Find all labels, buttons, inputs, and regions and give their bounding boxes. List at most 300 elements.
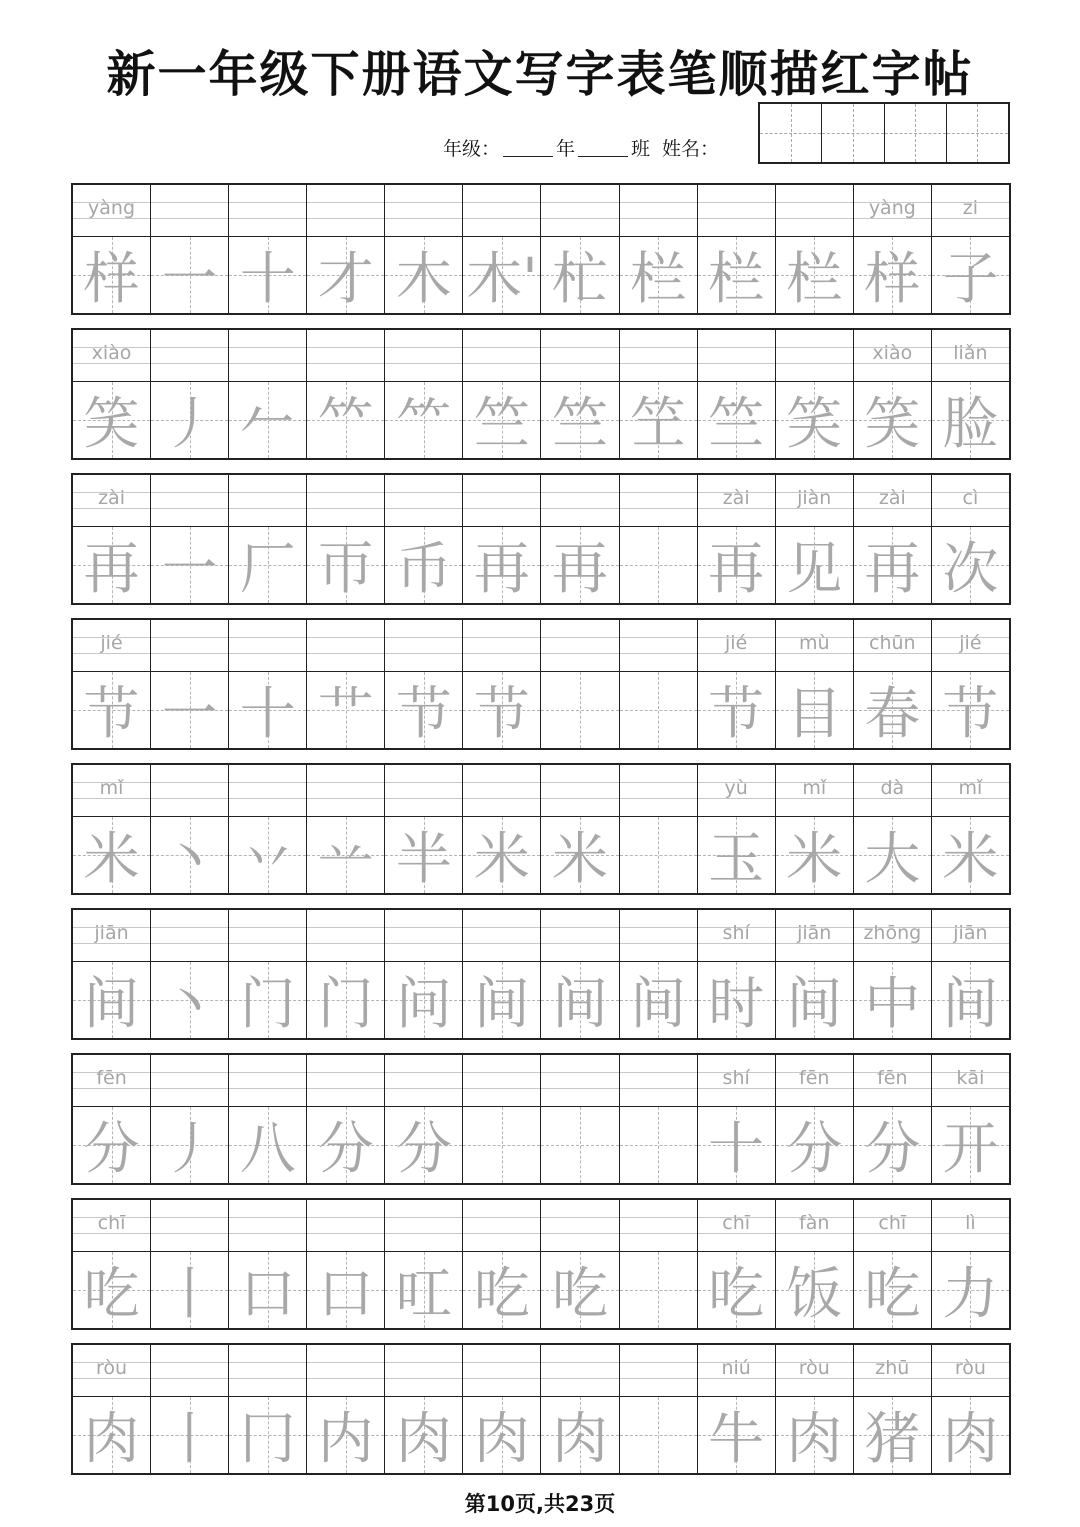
pinyin-box[interactable] [854,910,931,962]
tian-zi-grid[interactable] [385,527,462,603]
practice-cell [228,1055,306,1183]
tian-zi-grid[interactable] [151,237,228,313]
tian-zi-grid[interactable] [854,962,931,1038]
grade-label: 年级： [443,137,501,160]
pinyin-box[interactable] [463,620,540,672]
tian-zi-grid[interactable] [229,237,306,313]
practice-cell [540,1345,618,1473]
trace-character: 米 [786,827,843,892]
tian-zi-grid[interactable] [385,672,462,748]
tian-zi-grid[interactable] [73,817,150,893]
tian-zi-grid[interactable] [541,1107,618,1183]
trace-character: 间 [786,972,843,1037]
pinyin-text: zhū [875,1357,910,1379]
pinyin-box[interactable] [698,330,775,382]
pinyin-box[interactable] [541,475,618,527]
practice-cell [931,910,1009,1038]
tian-zi-grid[interactable] [229,1252,306,1328]
practice-row [71,1053,1011,1185]
pinyin-box[interactable] [229,475,306,527]
pinyin-box[interactable] [307,765,384,817]
practice-cell [228,330,306,458]
pinyin-box[interactable] [73,1055,150,1107]
trace-character: 子 [942,247,999,312]
practice-cell [619,1200,697,1328]
pinyin-box[interactable] [229,1200,306,1252]
practice-row [71,763,1011,895]
pinyin-text: dà [880,777,905,799]
tian-zi-grid[interactable] [698,817,775,893]
tian-zi-grid[interactable] [73,382,150,458]
pinyin-text: ròu [798,1357,830,1379]
pinyin-box[interactable] [151,1345,228,1397]
practice-cell [853,1055,931,1183]
pinyin-box[interactable] [385,620,462,672]
tian-zi-grid[interactable] [776,1252,853,1328]
pinyin-box[interactable] [151,910,228,962]
pinyin-text: xiào [91,342,132,364]
pinyin-box[interactable] [854,1055,931,1107]
tian-zi-grid[interactable] [229,672,306,748]
pinyin-box[interactable] [385,330,462,382]
pinyin-box[interactable] [620,620,697,672]
pinyin-box[interactable] [73,620,150,672]
pinyin-box[interactable] [385,1345,462,1397]
pinyin-box[interactable] [932,620,1009,672]
trace-character: 肉 [552,1407,608,1472]
practice-cell [931,475,1009,603]
tian-zi-grid[interactable] [776,527,853,603]
name-box[interactable] [946,104,1008,162]
pinyin-box[interactable] [73,475,150,527]
pinyin-box[interactable] [620,765,697,817]
tian-zi-grid[interactable] [776,1107,853,1183]
tian-zi-grid[interactable] [698,527,775,603]
tian-zi-grid[interactable] [776,672,853,748]
trace-character: 丷 [239,827,296,892]
pinyin-box[interactable] [620,1345,697,1397]
tian-zi-grid[interactable] [620,237,697,313]
pinyin-box[interactable] [541,620,618,672]
trace-character: 笑 [786,392,843,457]
tian-zi-grid[interactable] [854,237,931,313]
pinyin-box[interactable] [463,910,540,962]
pinyin-box[interactable] [932,330,1009,382]
practice-cell [384,910,462,1038]
tian-zi-grid[interactable] [229,962,306,1038]
tian-zi-grid[interactable] [776,962,853,1038]
trace-character: 米 [473,827,530,892]
pinyin-box[interactable] [854,475,931,527]
trace-character: 时 [708,972,765,1037]
practice-cell [306,620,384,748]
trace-character: 木 [395,247,452,312]
tian-zi-grid[interactable] [463,672,540,748]
tian-zi-grid[interactable] [776,817,853,893]
pinyin-box[interactable] [307,1200,384,1252]
tian-zi-grid[interactable] [151,1107,228,1183]
tian-zi-grid[interactable] [307,817,384,893]
practice-cell [150,1345,228,1473]
pinyin-box[interactable] [73,910,150,962]
pinyin-box[interactable] [229,1345,306,1397]
tian-zi-grid[interactable] [541,817,618,893]
pinyin-box[interactable] [698,1055,775,1107]
pinyin-box[interactable] [620,185,697,237]
tian-zi-grid[interactable] [463,382,540,458]
tian-zi-grid[interactable] [307,962,384,1038]
tian-zi-grid[interactable] [854,382,931,458]
practice-cell [150,620,228,748]
pinyin-box[interactable] [73,1200,150,1252]
tian-zi-grid[interactable] [463,1107,540,1183]
practice-cell [306,475,384,603]
trace-character: 竺 [473,392,530,457]
tian-zi-grid[interactable] [854,1107,931,1183]
tian-zi-grid[interactable] [932,817,1009,893]
class-label: 班 [631,137,651,160]
tian-zi-grid[interactable] [463,817,540,893]
pinyin-box[interactable] [776,185,853,237]
pinyin-box[interactable] [541,185,618,237]
tian-zi-grid[interactable] [932,237,1009,313]
tian-zi-grid[interactable] [698,962,775,1038]
pinyin-box[interactable] [776,620,853,672]
pinyin-box[interactable] [385,1055,462,1107]
tian-zi-grid[interactable] [620,1397,697,1473]
pinyin-box[interactable] [776,1055,853,1107]
pinyin-box[interactable] [385,475,462,527]
pinyin-box[interactable] [932,1055,1009,1107]
pinyin-box[interactable] [307,910,384,962]
pinyin-box[interactable] [776,1200,853,1252]
pinyin-box[interactable] [776,910,853,962]
pinyin-box[interactable] [698,185,775,237]
tian-zi-grid[interactable] [229,1107,306,1183]
pinyin-box[interactable] [854,1200,931,1252]
tian-zi-grid[interactable] [229,1397,306,1473]
pinyin-box[interactable] [776,330,853,382]
pinyin-box[interactable] [151,330,228,382]
practice-cell [462,1200,540,1328]
pinyin-text: ròu [96,1357,128,1379]
tian-zi-grid[interactable] [151,382,228,458]
tian-zi-grid[interactable] [463,1252,540,1328]
practice-cell [775,475,853,603]
practice-cell [540,330,618,458]
pinyin-box[interactable] [151,765,228,817]
tian-zi-grid[interactable] [307,672,384,748]
tian-zi-grid[interactable] [73,1397,150,1473]
pinyin-box[interactable] [229,765,306,817]
tian-zi-grid[interactable] [385,382,462,458]
pinyin-box[interactable] [932,1200,1009,1252]
tian-zi-grid[interactable] [620,817,697,893]
trace-character: 竺 [552,392,608,457]
trace-character: 分 [83,1117,140,1182]
pinyin-box[interactable] [307,475,384,527]
tian-zi-grid[interactable] [463,962,540,1038]
tian-zi-grid[interactable] [73,527,150,603]
pinyin-box[interactable] [463,475,540,527]
practice-cell [228,475,306,603]
tian-zi-grid[interactable] [73,1107,150,1183]
pinyin-box[interactable] [620,330,697,382]
pinyin-box[interactable] [541,1055,618,1107]
tian-zi-grid[interactable] [541,962,618,1038]
practice-cell [462,1345,540,1473]
tian-zi-grid[interactable] [932,527,1009,603]
trace-character: 节 [395,682,452,747]
pinyin-box[interactable] [463,1200,540,1252]
tian-zi-grid[interactable] [73,962,150,1038]
pinyin-text: jiàn [797,487,832,509]
pinyin-box[interactable] [854,330,931,382]
pinyin-box[interactable] [854,1345,931,1397]
tian-zi-grid[interactable] [151,527,228,603]
tian-zi-grid[interactable] [307,1397,384,1473]
pinyin-box[interactable] [229,910,306,962]
pinyin-box[interactable] [151,185,228,237]
practice-cell [697,475,775,603]
trace-character: 春 [864,682,921,747]
pinyin-box[interactable] [932,765,1009,817]
tian-zi-grid[interactable] [307,382,384,458]
tian-zi-grid[interactable] [463,237,540,313]
trace-character: 玉 [708,827,765,892]
trace-character: 丶 [161,972,218,1037]
trace-character: 肉 [395,1407,452,1472]
tian-zi-grid[interactable] [854,1252,931,1328]
pinyin-box[interactable] [932,1345,1009,1397]
practice-cell [775,330,853,458]
tian-zi-grid[interactable] [307,527,384,603]
pinyin-box[interactable] [541,765,618,817]
tian-zi-grid[interactable] [463,527,540,603]
pinyin-box[interactable] [932,910,1009,962]
trace-character [620,1107,697,1183]
pinyin-box[interactable] [307,330,384,382]
tian-zi-grid[interactable] [229,527,306,603]
tian-zi-grid[interactable] [932,1252,1009,1328]
trace-character: 间 [83,972,140,1037]
pinyin-text: cì [962,487,979,509]
practice-cell [697,330,775,458]
trace-character: 中 [864,972,921,1037]
pinyin-box[interactable] [229,620,306,672]
trace-character: 开 [942,1117,999,1182]
tian-zi-grid[interactable] [698,672,775,748]
tian-zi-grid[interactable] [698,1397,775,1473]
pinyin-box[interactable] [229,185,306,237]
tian-zi-grid[interactable] [541,1397,618,1473]
practice-cell [306,1345,384,1473]
tian-zi-grid[interactable] [698,1252,775,1328]
tian-zi-grid[interactable] [620,962,697,1038]
pinyin-box[interactable] [854,620,931,672]
pinyin-box[interactable] [151,1055,228,1107]
pinyin-box[interactable] [541,330,618,382]
pinyin-box[interactable] [307,620,384,672]
practice-cell [775,1200,853,1328]
tian-zi-grid[interactable] [932,962,1009,1038]
tian-zi-grid[interactable] [854,527,931,603]
tian-zi-grid[interactable] [385,1252,462,1328]
trace-character: 分 [317,1117,374,1182]
pinyin-box[interactable] [463,1345,540,1397]
tian-zi-grid[interactable] [151,1252,228,1328]
tian-zi-grid[interactable] [151,672,228,748]
tian-zi-grid[interactable] [307,1107,384,1183]
pinyin-box[interactable] [932,475,1009,527]
trace-character: 吃 [473,1262,530,1327]
practice-cell [306,330,384,458]
pinyin-box[interactable] [698,475,775,527]
pinyin-box[interactable] [463,765,540,817]
trace-character: 分 [864,1117,921,1182]
tian-zi-grid[interactable] [151,1397,228,1473]
trace-character: 丿 [161,1117,218,1182]
practice-cell [540,1200,618,1328]
pinyin-box[interactable] [854,185,931,237]
trace-character: 饭 [786,1262,843,1327]
pinyin-box[interactable] [776,475,853,527]
tian-zi-grid[interactable] [541,1252,618,1328]
pinyin-box[interactable] [73,330,150,382]
tian-zi-grid[interactable] [698,237,775,313]
pinyin-box[interactable] [385,185,462,237]
tian-zi-grid[interactable] [620,527,697,603]
tian-zi-grid[interactable] [385,817,462,893]
pinyin-box[interactable] [620,1200,697,1252]
pinyin-box[interactable] [307,1345,384,1397]
tian-zi-grid[interactable] [73,1252,150,1328]
tian-zi-grid[interactable] [854,1397,931,1473]
tian-zi-grid[interactable] [307,237,384,313]
pinyin-box[interactable] [698,1200,775,1252]
pinyin-box[interactable] [698,1345,775,1397]
practice-cell [853,1345,931,1473]
name-box[interactable] [884,104,946,162]
pinyin-box[interactable] [229,330,306,382]
grade-blank[interactable] [503,138,553,157]
practice-cell [462,1055,540,1183]
pinyin-text: ròu [954,1357,986,1379]
pinyin-box[interactable] [776,1345,853,1397]
trace-character: 𠂉 [239,392,296,457]
trace-character [620,672,697,748]
practice-cell [73,1345,150,1473]
pinyin-box[interactable] [854,765,931,817]
tian-zi-grid[interactable] [698,1107,775,1183]
tian-zi-grid[interactable] [620,1252,697,1328]
tian-zi-grid[interactable] [151,962,228,1038]
practice-cell [931,620,1009,748]
tian-zi-grid[interactable] [229,817,306,893]
class-blank[interactable] [578,138,628,157]
name-box[interactable] [821,104,883,162]
tian-zi-grid[interactable] [932,1107,1009,1183]
pinyin-box[interactable] [73,765,150,817]
pinyin-box[interactable] [932,185,1009,237]
pinyin-box[interactable] [463,185,540,237]
tian-zi-grid[interactable] [854,817,931,893]
trace-character: 再 [83,537,140,602]
pinyin-box[interactable] [698,910,775,962]
pinyin-box[interactable] [385,765,462,817]
pinyin-box[interactable] [620,475,697,527]
pinyin-box[interactable] [151,620,228,672]
pinyin-box[interactable] [73,1345,150,1397]
tian-zi-grid[interactable] [385,237,462,313]
tian-zi-grid[interactable] [463,1397,540,1473]
pinyin-box[interactable] [385,910,462,962]
tian-zi-grid[interactable] [229,382,306,458]
pinyin-box[interactable] [307,1055,384,1107]
tian-zi-grid[interactable] [541,527,618,603]
pinyin-box[interactable] [73,185,150,237]
tian-zi-grid[interactable] [932,382,1009,458]
pinyin-box[interactable] [541,910,618,962]
name-boxes [758,102,1010,164]
tian-zi-grid[interactable] [385,962,462,1038]
pinyin-box[interactable] [698,765,775,817]
pinyin-box[interactable] [541,1200,618,1252]
tian-zi-grid[interactable] [776,237,853,313]
practice-cell [462,620,540,748]
pinyin-text: fàn [799,1212,830,1234]
tian-zi-grid[interactable] [73,672,150,748]
pinyin-box[interactable] [463,330,540,382]
pinyin-box[interactable] [307,185,384,237]
trace-character: 栏 [708,247,765,312]
pinyin-box[interactable] [229,1055,306,1107]
pinyin-box[interactable] [620,1055,697,1107]
tian-zi-grid[interactable] [541,237,618,313]
pinyin-text: chī [97,1212,126,1234]
tian-zi-grid[interactable] [385,1397,462,1473]
tian-zi-grid[interactable] [776,382,853,458]
tian-zi-grid[interactable] [307,1252,384,1328]
pinyin-box[interactable] [541,1345,618,1397]
pinyin-box[interactable] [463,1055,540,1107]
tian-zi-grid[interactable] [385,1107,462,1183]
pinyin-box[interactable] [385,1200,462,1252]
pinyin-box[interactable] [698,620,775,672]
tian-zi-grid[interactable] [620,672,697,748]
pinyin-text: jié [725,632,748,654]
pinyin-box[interactable] [151,1200,228,1252]
pinyin-box[interactable] [620,910,697,962]
tian-zi-grid[interactable] [73,237,150,313]
tian-zi-grid[interactable] [776,1397,853,1473]
pinyin-box[interactable] [151,475,228,527]
pinyin-box[interactable] [776,765,853,817]
tian-zi-grid[interactable] [854,672,931,748]
tian-zi-grid[interactable] [932,672,1009,748]
tian-zi-grid[interactable] [541,672,618,748]
tian-zi-grid[interactable] [620,1107,697,1183]
name-box[interactable] [760,104,821,162]
trace-character: 竺 [708,392,765,457]
trace-character: 丨 [161,1407,218,1472]
trace-character: 吃 [552,1262,608,1327]
tian-zi-grid[interactable] [151,817,228,893]
tian-zi-grid[interactable] [932,1397,1009,1473]
tian-zi-grid[interactable] [698,382,775,458]
tian-zi-grid[interactable] [541,382,618,458]
tian-zi-grid[interactable] [620,382,697,458]
